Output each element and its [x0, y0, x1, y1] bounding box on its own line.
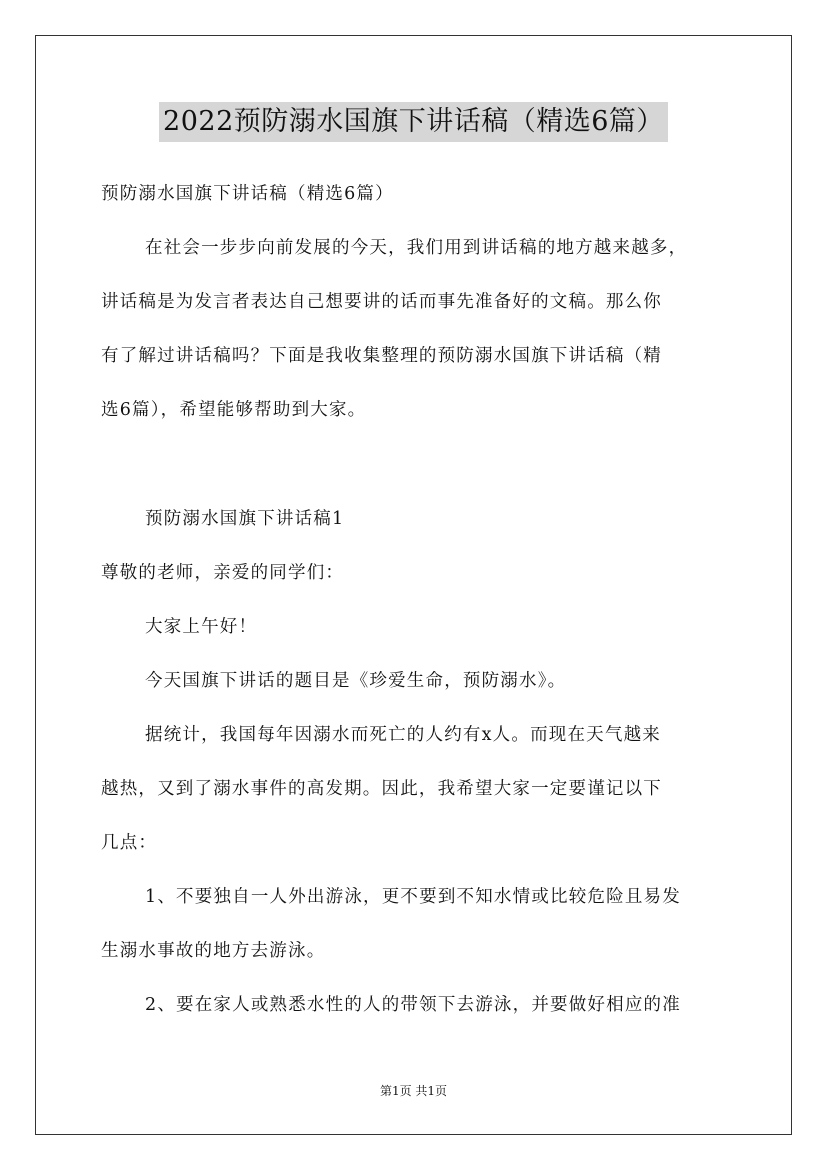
- paragraph-line: 几点：: [101, 833, 158, 853]
- paragraph-line: 讲话稿是为发言者表达自己想要讲的话而事先准备好的文稿。那么你: [101, 292, 662, 312]
- paragraph-line: 有了解过讲话稿吗？下面是我收集整理的预防溺水国旗下讲话稿（精: [101, 346, 662, 366]
- paragraph-line: 越热，又到了溺水事件的高发期。因此，我希望大家一定要谨记以下: [101, 779, 662, 799]
- section-heading: 预防溺水国旗下讲话稿1: [145, 509, 345, 529]
- paragraph-line: 在社会一步步向前发展的今天，我们用到讲话稿的地方越来越多，: [145, 238, 688, 258]
- salutation-line: 尊敬的老师，亲爱的同学们：: [101, 563, 345, 583]
- title-container: [0, 102, 827, 142]
- paragraph-line: 今天国旗下讲话的题目是《珍爱生命，预防溺水》。: [145, 671, 567, 691]
- paragraph-line: 据统计，我国每年因溺水而死亡的人约有x人。而现在天气越来: [145, 725, 661, 745]
- document-title: 2022预防溺水国旗下讲话稿（精选6篇）: [159, 102, 668, 142]
- paragraph-line: 选6篇），希望能够帮助到大家。: [101, 400, 367, 420]
- page-number-label: 第1页 共1页: [379, 1084, 448, 1098]
- list-item-line: 生溺水事故的地方去游泳。: [101, 941, 326, 961]
- list-item-line: 2、要在家人或熟悉水性的人的带领下去游泳，并要做好相应的准: [145, 995, 681, 1015]
- list-item-line: 1、不要独自一人外出游泳，更不要到不知水情或比较危险且易发: [145, 887, 681, 907]
- subtitle-line: 预防溺水国旗下讲话稿（精选6篇）: [101, 184, 394, 204]
- page-footer: [0, 1083, 827, 1099]
- greeting-line: 大家上午好！: [145, 617, 258, 637]
